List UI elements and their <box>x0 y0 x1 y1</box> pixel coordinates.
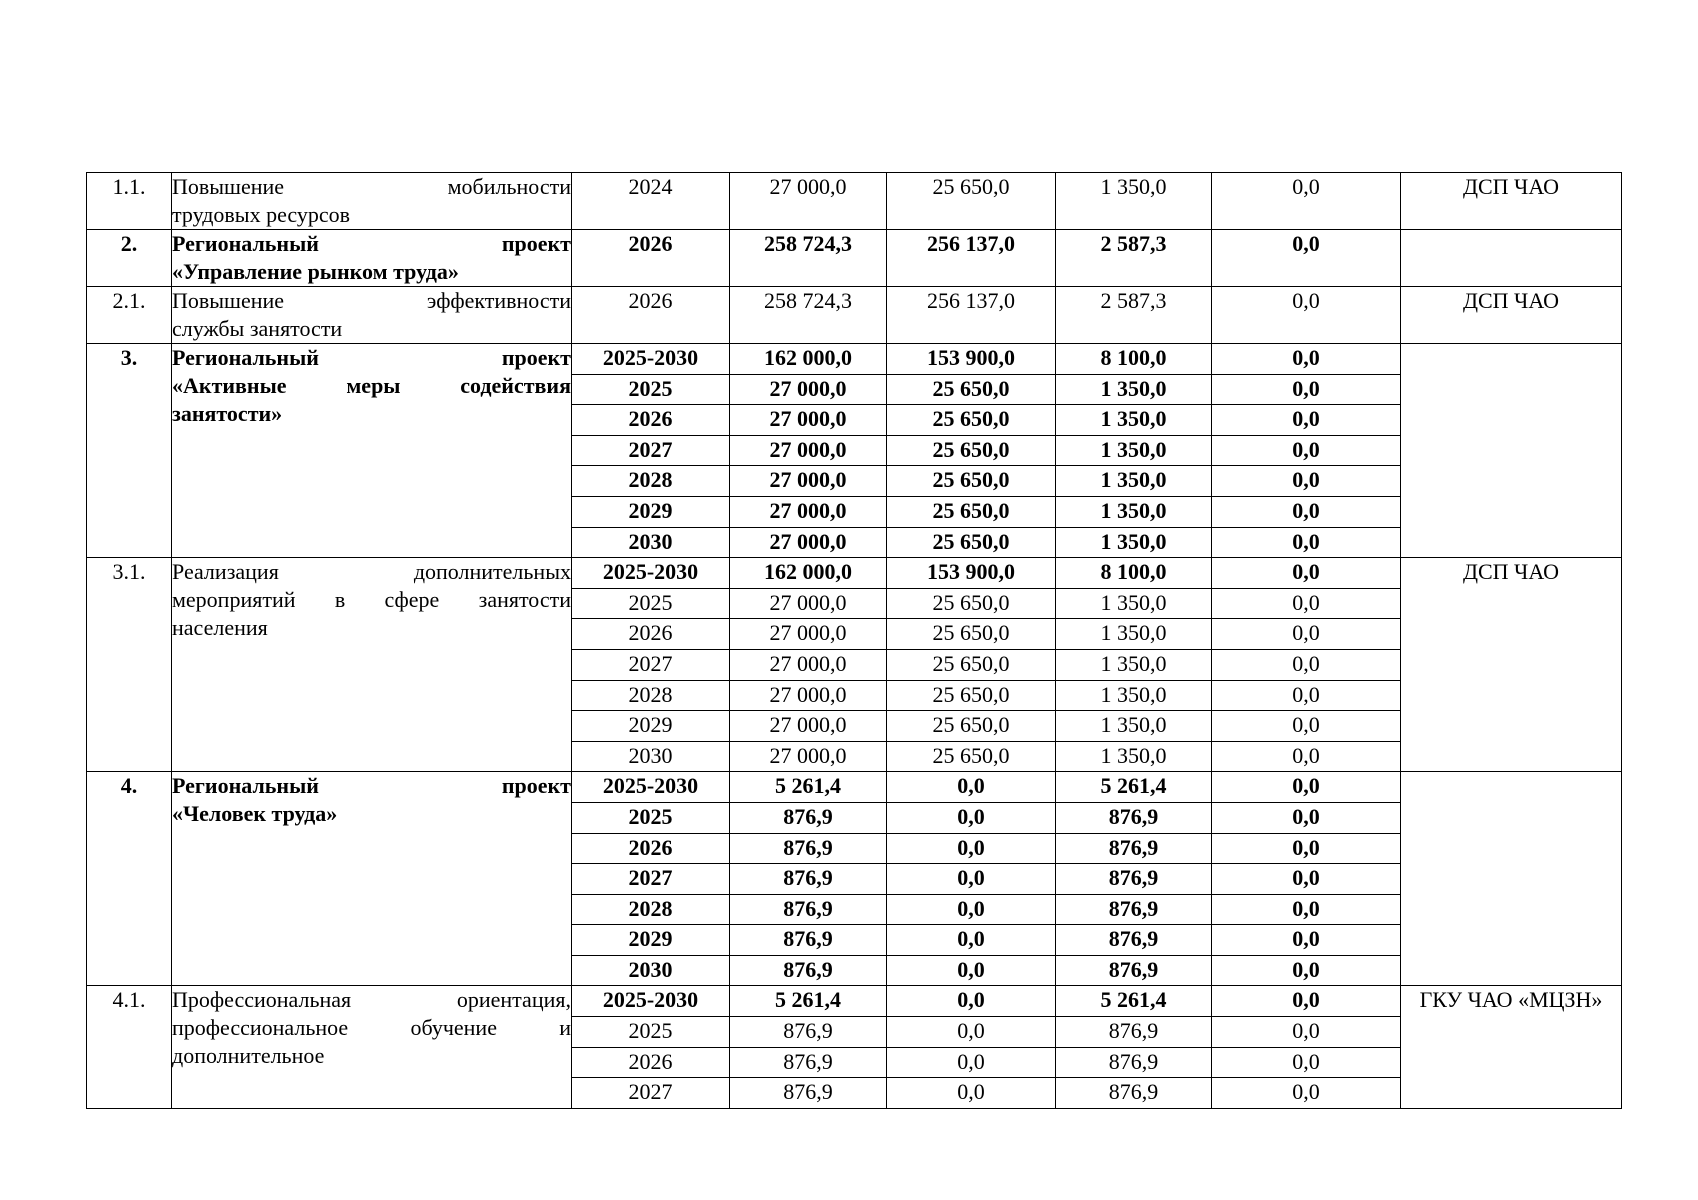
regional-cell: 1 350,0 <box>1056 680 1212 711</box>
activity-name-line: занятости» <box>172 401 283 426</box>
year-cell: 2025 <box>572 374 730 405</box>
total-cell: 27 000,0 <box>730 711 887 742</box>
federal-cell: 25 650,0 <box>887 649 1056 680</box>
total-cell: 27 000,0 <box>730 405 887 436</box>
row-number: 1.1. <box>87 173 172 230</box>
regional-cell: 876,9 <box>1056 833 1212 864</box>
regional-cell: 1 350,0 <box>1056 527 1212 558</box>
total-cell: 27 000,0 <box>730 741 887 772</box>
federal-cell: 0,0 <box>887 955 1056 986</box>
federal-cell: 25 650,0 <box>887 588 1056 619</box>
federal-cell: 0,0 <box>887 894 1056 925</box>
total-cell: 27 000,0 <box>730 466 887 497</box>
regional-cell: 1 350,0 <box>1056 435 1212 466</box>
other-cell: 0,0 <box>1212 466 1401 497</box>
other-cell: 0,0 <box>1212 619 1401 650</box>
regional-cell: 8 100,0 <box>1056 344 1212 375</box>
total-cell: 27 000,0 <box>730 435 887 466</box>
federal-cell: 0,0 <box>887 986 1056 1017</box>
total-cell: 27 000,0 <box>730 619 887 650</box>
regional-cell: 876,9 <box>1056 955 1212 986</box>
total-cell: 876,9 <box>730 833 887 864</box>
other-cell: 0,0 <box>1212 649 1401 680</box>
other-cell: 0,0 <box>1212 894 1401 925</box>
federal-cell: 25 650,0 <box>887 405 1056 436</box>
activity-name-line: «Человек труда» <box>172 801 338 827</box>
regional-cell: 1 350,0 <box>1056 649 1212 680</box>
table-row <box>87 230 1622 287</box>
activity-name-line: Реализация дополнительных <box>172 559 571 585</box>
total-cell: 876,9 <box>730 1047 887 1078</box>
year-cell: 2024 <box>572 173 730 230</box>
year-cell: 2027 <box>572 1078 730 1109</box>
regional-cell: 876,9 <box>1056 894 1212 925</box>
row-number: 4.1. <box>87 986 172 1108</box>
regional-cell: 1 350,0 <box>1056 374 1212 405</box>
federal-cell: 0,0 <box>887 772 1056 803</box>
other-cell: 0,0 <box>1212 496 1401 527</box>
total-cell: 27 000,0 <box>730 374 887 405</box>
year-cell: 2025 <box>572 1017 730 1048</box>
regional-cell: 876,9 <box>1056 864 1212 895</box>
year-cell: 2026 <box>572 1047 730 1078</box>
regional-cell: 1 350,0 <box>1056 588 1212 619</box>
regional-cell: 876,9 <box>1056 1017 1212 1048</box>
year-cell: 2029 <box>572 496 730 527</box>
year-cell: 2029 <box>572 925 730 956</box>
activity-name-line: трудовых ресурсов <box>172 202 351 227</box>
federal-cell: 0,0 <box>887 802 1056 833</box>
year-cell: 2027 <box>572 649 730 680</box>
other-cell: 0,0 <box>1212 864 1401 895</box>
activity-name <box>172 287 572 344</box>
federal-cell: 256 137,0 <box>887 230 1056 287</box>
table-row <box>87 558 1622 589</box>
year-cell: 2026 <box>572 230 730 287</box>
regional-cell: 876,9 <box>1056 1078 1212 1109</box>
row-number: 2.1. <box>87 287 172 344</box>
budget-table <box>86 172 1622 1109</box>
total-cell: 5 261,4 <box>730 772 887 803</box>
total-cell: 876,9 <box>730 955 887 986</box>
activity-name-line: Региональный проект <box>172 345 571 370</box>
other-cell: 0,0 <box>1212 1078 1401 1109</box>
regional-cell: 1 350,0 <box>1056 496 1212 527</box>
activity-name-line: Профессиональная ориентация, <box>172 987 571 1013</box>
federal-cell: 25 650,0 <box>887 466 1056 497</box>
row-number: 4. <box>87 772 172 986</box>
regional-cell: 876,9 <box>1056 1047 1212 1078</box>
federal-cell: 0,0 <box>887 833 1056 864</box>
regional-cell: 1 350,0 <box>1056 741 1212 772</box>
year-cell: 2026 <box>572 287 730 344</box>
regional-cell: 5 261,4 <box>1056 772 1212 803</box>
activity-name-line: мероприятий в сфере занятости <box>172 587 571 613</box>
year-cell: 2028 <box>572 466 730 497</box>
regional-cell: 2 587,3 <box>1056 287 1212 344</box>
table-body <box>87 173 1622 1109</box>
total-cell: 27 000,0 <box>730 588 887 619</box>
year-cell: 2030 <box>572 955 730 986</box>
other-cell: 0,0 <box>1212 558 1401 589</box>
federal-cell: 25 650,0 <box>887 711 1056 742</box>
regional-cell: 8 100,0 <box>1056 558 1212 589</box>
total-cell: 5 261,4 <box>730 986 887 1017</box>
total-cell: 162 000,0 <box>730 558 887 589</box>
total-cell: 27 000,0 <box>730 527 887 558</box>
other-cell: 0,0 <box>1212 802 1401 833</box>
regional-cell: 5 261,4 <box>1056 986 1212 1017</box>
activity-name <box>172 173 572 230</box>
other-cell: 0,0 <box>1212 344 1401 375</box>
federal-cell: 25 650,0 <box>887 619 1056 650</box>
federal-cell: 25 650,0 <box>887 741 1056 772</box>
row-number: 3.1. <box>87 558 172 772</box>
other-cell: 0,0 <box>1212 1047 1401 1078</box>
other-cell: 0,0 <box>1212 527 1401 558</box>
federal-cell: 25 650,0 <box>887 680 1056 711</box>
activity-name-line: населения <box>172 615 268 641</box>
federal-cell: 0,0 <box>887 1017 1056 1048</box>
total-cell: 876,9 <box>730 1078 887 1109</box>
total-cell: 258 724,3 <box>730 230 887 287</box>
other-cell: 0,0 <box>1212 772 1401 803</box>
other-cell: 0,0 <box>1212 173 1401 230</box>
total-cell: 27 000,0 <box>730 496 887 527</box>
activity-name-line: дополнительное <box>172 1043 325 1069</box>
total-cell: 162 000,0 <box>730 344 887 375</box>
federal-cell: 0,0 <box>887 925 1056 956</box>
activity-name <box>172 230 572 287</box>
activity-name-line: профессиональное обучение и <box>172 1015 571 1041</box>
total-cell: 876,9 <box>730 1017 887 1048</box>
year-cell: 2028 <box>572 680 730 711</box>
total-cell: 27 000,0 <box>730 680 887 711</box>
executor: ДСП ЧАО <box>1401 287 1622 344</box>
year-cell: 2029 <box>572 711 730 742</box>
activity-name <box>172 558 572 772</box>
table-row <box>87 772 1622 803</box>
year-cell: 2026 <box>572 833 730 864</box>
year-cell: 2025-2030 <box>572 772 730 803</box>
federal-cell: 25 650,0 <box>887 496 1056 527</box>
other-cell: 0,0 <box>1212 925 1401 956</box>
executor <box>1401 344 1622 558</box>
total-cell: 876,9 <box>730 864 887 895</box>
federal-cell: 0,0 <box>887 1078 1056 1109</box>
year-cell: 2026 <box>572 619 730 650</box>
other-cell: 0,0 <box>1212 405 1401 436</box>
federal-cell: 256 137,0 <box>887 287 1056 344</box>
other-cell: 0,0 <box>1212 588 1401 619</box>
activity-name <box>172 772 572 986</box>
federal-cell: 0,0 <box>887 1047 1056 1078</box>
year-cell: 2025-2030 <box>572 558 730 589</box>
activity-name <box>172 344 572 558</box>
federal-cell: 153 900,0 <box>887 344 1056 375</box>
federal-cell: 25 650,0 <box>887 374 1056 405</box>
year-cell: 2025-2030 <box>572 344 730 375</box>
other-cell: 0,0 <box>1212 833 1401 864</box>
federal-cell: 25 650,0 <box>887 173 1056 230</box>
other-cell: 0,0 <box>1212 741 1401 772</box>
executor: ДСП ЧАО <box>1401 173 1622 230</box>
total-cell: 876,9 <box>730 802 887 833</box>
activity-name-line: «Активные меры содействия <box>172 373 571 398</box>
total-cell: 876,9 <box>730 925 887 956</box>
other-cell: 0,0 <box>1212 374 1401 405</box>
table-row <box>87 986 1622 1017</box>
executor <box>1401 772 1622 986</box>
federal-cell: 25 650,0 <box>887 527 1056 558</box>
other-cell: 0,0 <box>1212 287 1401 344</box>
activity-name-line: службы занятости <box>172 316 343 341</box>
other-cell: 0,0 <box>1212 230 1401 287</box>
regional-cell: 1 350,0 <box>1056 619 1212 650</box>
activity-name-line: «Управление рынком труда» <box>172 259 459 284</box>
activity-name-line: Региональный проект <box>172 231 571 256</box>
other-cell: 0,0 <box>1212 955 1401 986</box>
activity-name-line: Региональный проект <box>172 773 571 799</box>
activity-name-line: Повышение мобильности <box>172 174 571 199</box>
regional-cell: 1 350,0 <box>1056 173 1212 230</box>
executor <box>1401 230 1622 287</box>
total-cell: 876,9 <box>730 894 887 925</box>
row-number: 3. <box>87 344 172 558</box>
year-cell: 2025 <box>572 588 730 619</box>
executor: ДСП ЧАО <box>1401 558 1622 772</box>
federal-cell: 25 650,0 <box>887 435 1056 466</box>
total-cell: 27 000,0 <box>730 649 887 680</box>
year-cell: 2030 <box>572 741 730 772</box>
other-cell: 0,0 <box>1212 435 1401 466</box>
year-cell: 2030 <box>572 527 730 558</box>
regional-cell: 876,9 <box>1056 925 1212 956</box>
other-cell: 0,0 <box>1212 711 1401 742</box>
year-cell: 2028 <box>572 894 730 925</box>
activity-name-line: Повышение эффективности <box>172 288 571 313</box>
total-cell: 27 000,0 <box>730 173 887 230</box>
year-cell: 2027 <box>572 864 730 895</box>
other-cell: 0,0 <box>1212 680 1401 711</box>
other-cell: 0,0 <box>1212 1017 1401 1048</box>
year-cell: 2026 <box>572 405 730 436</box>
table-row <box>87 287 1622 344</box>
regional-cell: 1 350,0 <box>1056 711 1212 742</box>
year-cell: 2027 <box>572 435 730 466</box>
other-cell: 0,0 <box>1212 986 1401 1017</box>
total-cell: 258 724,3 <box>730 287 887 344</box>
table-row <box>87 173 1622 230</box>
executor: ГКУ ЧАО «МЦЗН» <box>1401 986 1622 1108</box>
activity-name <box>172 986 572 1108</box>
regional-cell: 1 350,0 <box>1056 466 1212 497</box>
regional-cell: 876,9 <box>1056 802 1212 833</box>
table-row <box>87 344 1622 375</box>
year-cell: 2025 <box>572 802 730 833</box>
federal-cell: 153 900,0 <box>887 558 1056 589</box>
row-number: 2. <box>87 230 172 287</box>
regional-cell: 2 587,3 <box>1056 230 1212 287</box>
year-cell: 2025-2030 <box>572 986 730 1017</box>
regional-cell: 1 350,0 <box>1056 405 1212 436</box>
federal-cell: 0,0 <box>887 864 1056 895</box>
